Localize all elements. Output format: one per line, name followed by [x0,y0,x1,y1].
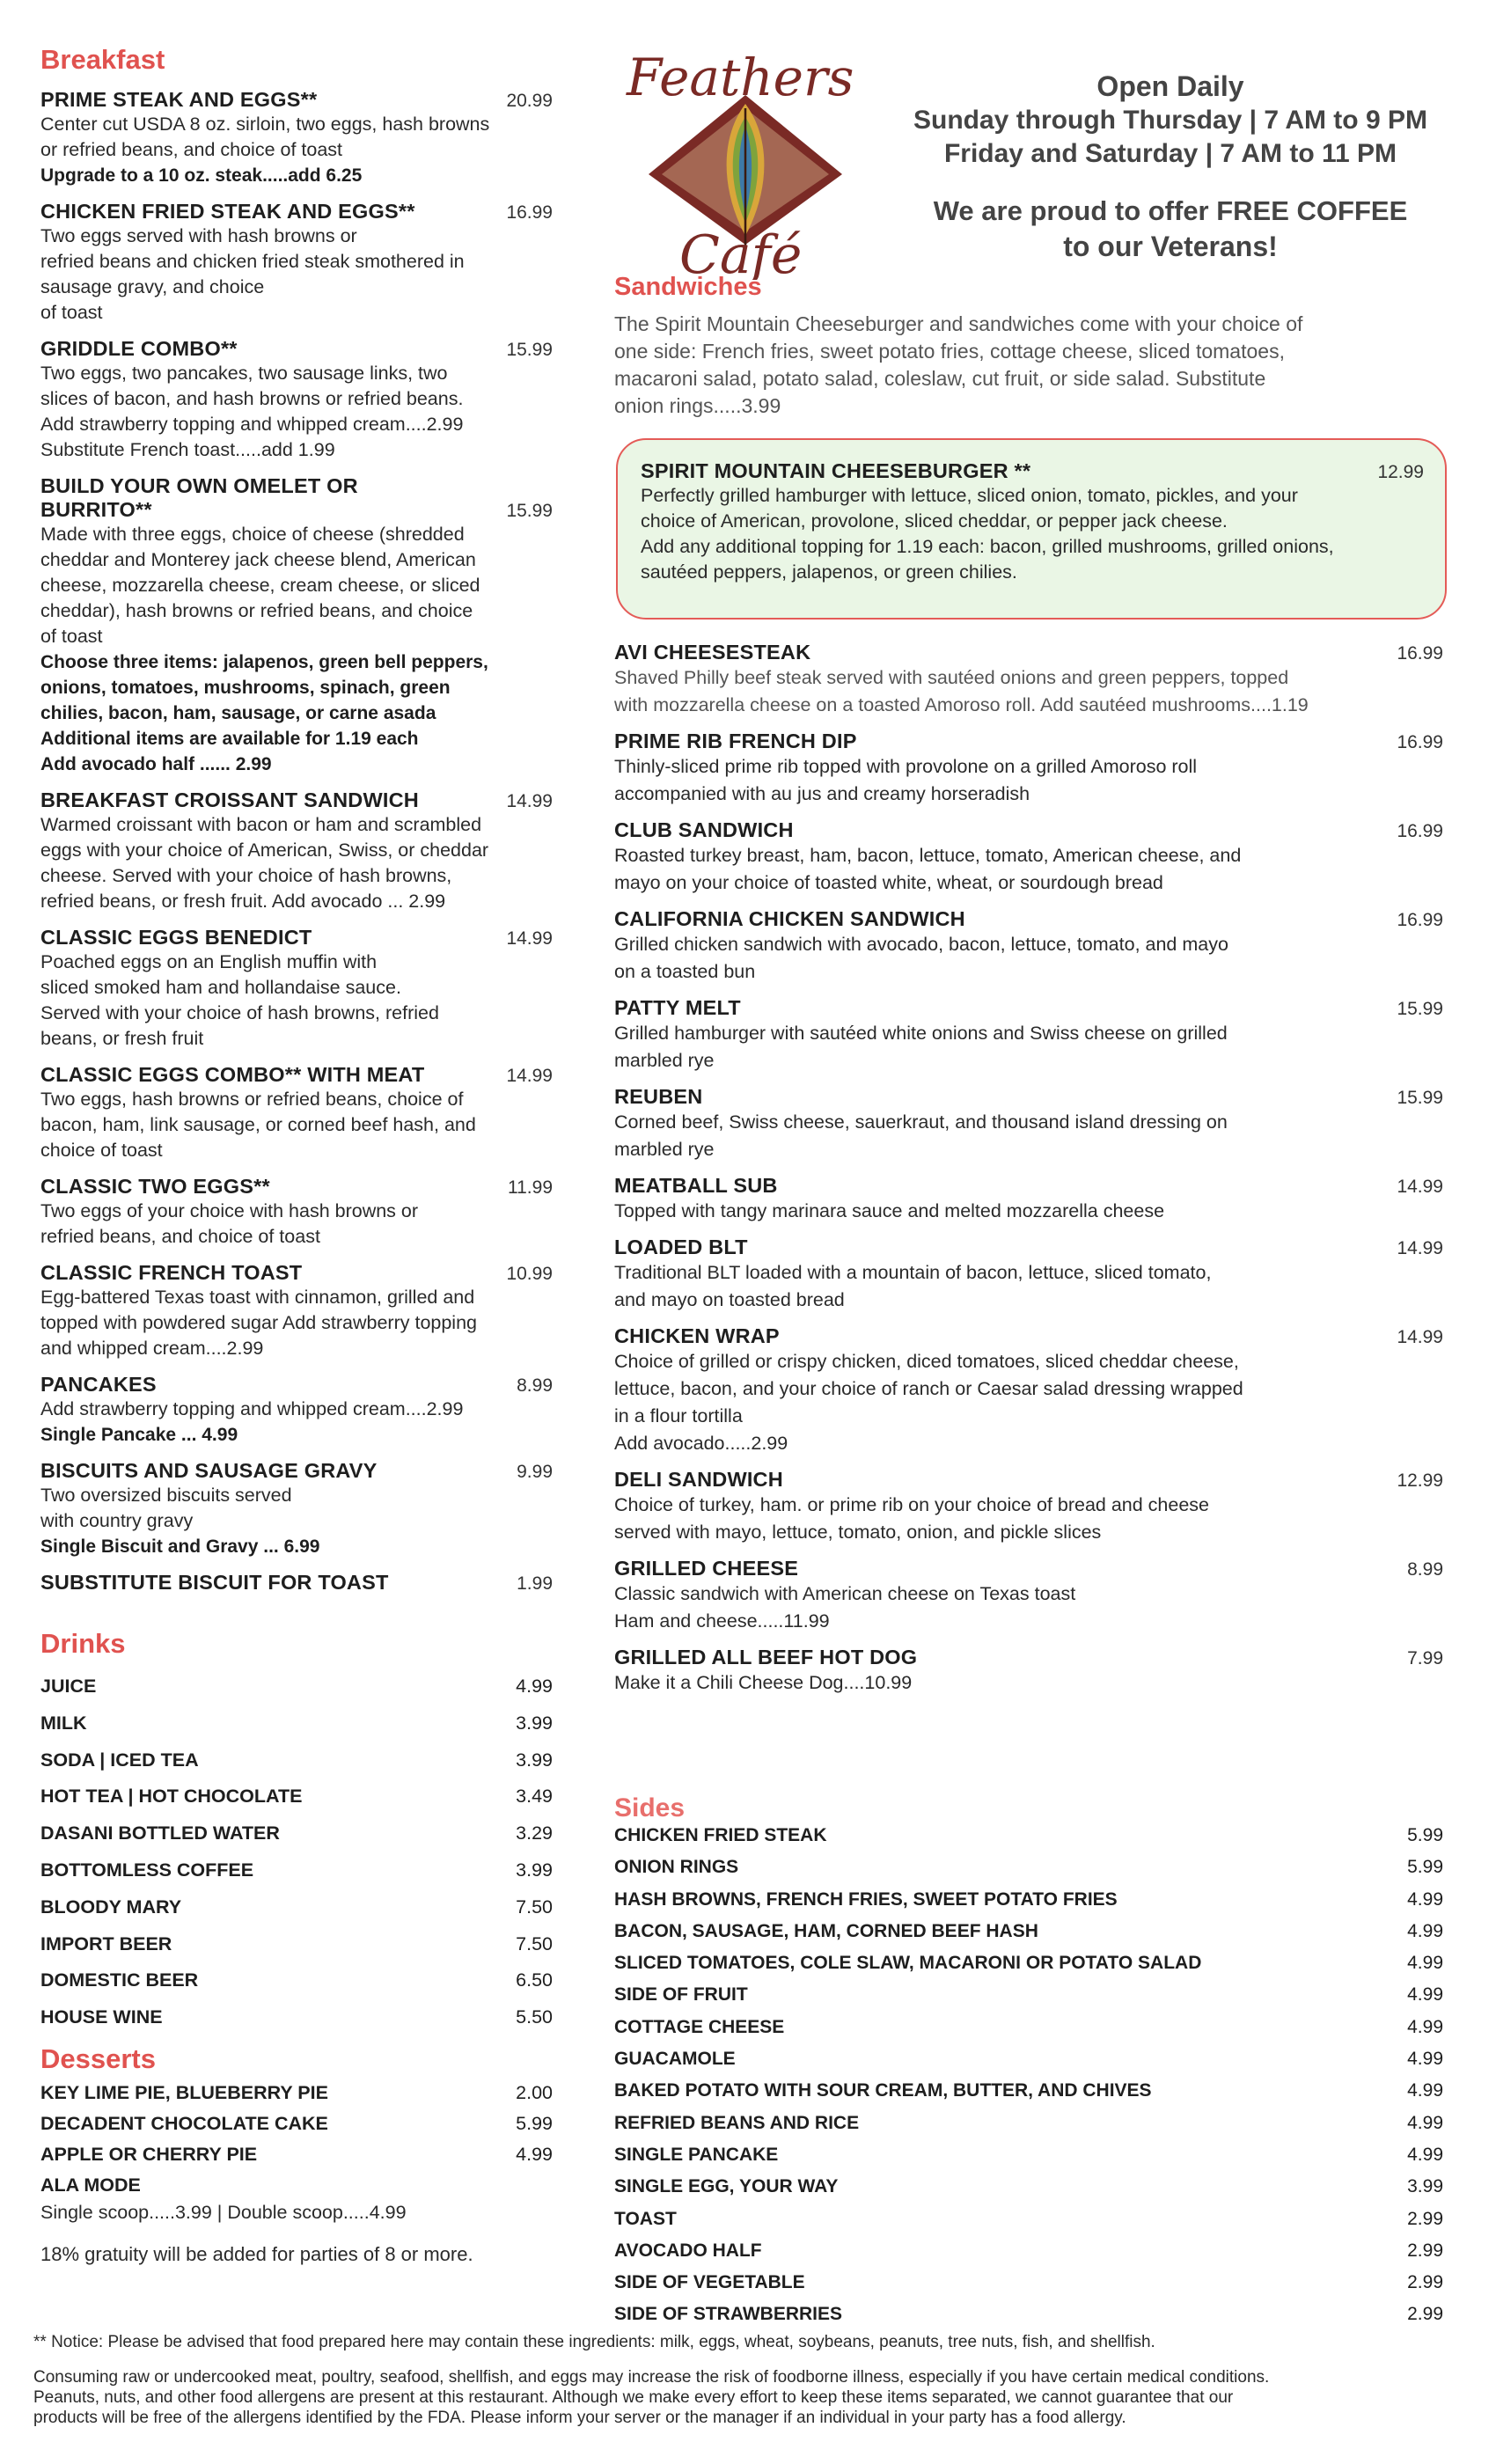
sandwich-item [614,1468,1443,1546]
menu-item-name: CHICKEN FRIED STEAK AND EGGS** [40,200,415,223]
sides-title: Sides [614,1793,686,1822]
drink-price: 3.29 [516,1822,553,1844]
sandwich-item [614,641,1443,719]
sandwich-name: MEATBALL SUB [614,1174,778,1197]
breakfast-list [40,88,553,1595]
drink-name: SODA | ICED TEA [40,1749,199,1771]
menu-item-name: CLASSIC FRENCH TOAST [40,1261,303,1284]
side-price: 4.99 [1407,2144,1443,2165]
menu-item-desc: Two eggs served with hash browns or refried beans and chicken fried steak smothered in sausage gravy, and choice of toast [40,225,465,323]
menu-item-desc: Made with three eggs, choice of cheese (shredded cheddar and Monterey jack cheese blend, American cheese, mozzarella cheese, cream cheese, or sliced cheddar), hash browns or refried beans, and choice of toast [40,524,480,647]
sandwich-header [614,1646,1443,1669]
sandwich-desc: Grilled chicken sandwich with avocado, bacon, lettuce, tomato, and mayo on a toasted bun [614,934,1228,982]
sandwich-list [614,641,1457,1707]
sandwich-price: 14.99 [1397,1238,1443,1258]
side-price: 2.99 [1407,2240,1443,2261]
sandwich-header [614,1174,1443,1198]
menu-item-name: BISCUITS AND SAUSAGE GRAVY [40,1459,378,1482]
side-row [614,2209,1443,2240]
menu-item [40,1063,553,1163]
sandwich-name: GRILLED ALL BEEF HOT DOG [614,1646,918,1668]
dessert-name: DECADENT CHOCOLATE CAKE [40,2112,328,2134]
dessert-row [40,2113,553,2144]
sandwich-name: DELI SANDWICH [614,1468,783,1491]
menu-item-header [40,88,553,112]
side-price: 4.99 [1407,1953,1443,1974]
menu-item [40,1373,553,1448]
sandwich-header [614,1324,1443,1348]
menu-item-desc: Add strawberry topping and whipped cream....2.99 [40,1398,464,1419]
desserts-title: Desserts [40,2042,156,2074]
menu-item-price: 16.99 [506,202,553,223]
side-price: 2.99 [1407,2304,1443,2325]
side-row [614,1953,1443,1984]
side-row [614,1825,1443,1857]
hours-open-daily: Open Daily [1096,70,1244,102]
menu-item [40,1571,553,1595]
menu-item [40,474,553,777]
hours-weekday: Sunday through Thursday | 7 AM to 9 PM [913,106,1427,135]
sandwich-header [614,1085,1443,1109]
sandwich-desc: Topped with tangy marinara sauce and melted mozzarella cheese [614,1200,1165,1221]
sandwich-item [614,818,1443,897]
drink-row [40,1896,553,1933]
menu-item-extra: Upgrade to a 10 oz. steak.....add 6.25 [40,165,363,186]
dessert-price: 5.99 [516,2112,553,2134]
sandwich-name: GRILLED CHEESE [614,1557,799,1580]
menu-item [40,1459,553,1559]
desserts-list [40,2082,553,2205]
side-name: SIDE OF FRUIT [614,1984,748,2006]
drink-row [40,1969,553,2006]
menu-item-name: CLASSIC EGGS COMBO** WITH MEAT [40,1063,425,1086]
veterans-line1: We are proud to offer FREE COFFEE [933,195,1408,226]
side-row [614,1857,1443,1888]
sandwich-desc: Corned beef, Swiss cheese, sauerkraut, and thousand island dressing on marbled rye [614,1111,1228,1160]
sandwich-item [614,907,1443,986]
menu-item-price: 15.99 [506,501,553,521]
menu-item-extra: Single Pancake ... 4.99 [40,1425,238,1445]
sandwich-desc: Make it a Chili Cheese Dog....10.99 [614,1672,913,1693]
menu-item-price: 10.99 [506,1264,553,1284]
menu-item [40,337,553,463]
drink-row [40,1822,553,1859]
sandwich-header [614,996,1443,1020]
side-name: HASH BROWNS, FRENCH FRIES, SWEET POTATO FRIES [614,1888,1118,1910]
menu-item [40,88,553,188]
hours-block [871,69,1470,264]
menu-item-price: 14.99 [506,1066,553,1086]
consumer-advisory: Consuming raw or undercooked meat, poultry, seafood, shellfish, and eggs may increase the risk of foodborne illness, especially if you have certain medical conditions. Peanuts, nuts, and other food allergens are present at this restaurant. Although we make every effort to keep these items separated, we cannot guarantee that our products will be free of the allergens identified by the FDA. Please inform your server or the manager if an individual in your party has a food allergy. [33,2368,1270,2427]
menu-item [40,788,553,914]
menu-item-price: 11.99 [508,1177,553,1198]
side-row [614,1889,1443,1921]
featured-price: 12.99 [1377,462,1424,482]
drink-name: DASANI BOTTLED WATER [40,1822,280,1844]
menu-item [40,1175,553,1250]
menu-item-name: PRIME STEAK AND EGGS** [40,88,318,111]
sandwich-item [614,996,1443,1074]
drink-row [40,1933,553,1970]
sandwich-desc: Thinly-sliced prime rib topped with provolone on a grilled Amoroso roll accompanied with au jus and creamy horseradish [614,756,1198,804]
menu-item-name: BREAKFAST CROISSANT SANDWICH [40,788,419,811]
drink-row [40,1859,553,1896]
menu-item-extra: Single Biscuit and Gravy ... 6.99 [40,1536,320,1557]
side-row [614,2113,1443,2145]
drink-name: DOMESTIC BEER [40,1969,199,1991]
drink-name: HOT TEA | HOT CHOCOLATE [40,1786,303,1808]
menu-item [40,1261,553,1361]
menu-item-name: CLASSIC EGGS BENEDICT [40,926,312,949]
side-price: 4.99 [1407,2080,1443,2101]
sides-section [614,1793,1457,2336]
side-price: 4.99 [1407,1888,1443,1910]
allergen-notice: ** Notice: Please be advised that food prepared here may contain these ingredients: milk, eggs, wheat, soybeans, peanuts, tree nuts, fish, and shellfish. [33,2333,1155,2351]
side-name: TOAST [614,2208,677,2229]
side-row [614,2240,1443,2272]
menu-item-name: CLASSIC TWO EGGS** [40,1175,270,1198]
sandwich-name: PRIME RIB FRENCH DIP [614,730,857,752]
sandwich-name: CLUB SANDWICH [614,818,794,841]
sandwich-name: REUBEN [614,1085,703,1108]
side-row [614,2145,1443,2176]
menu-item-price: 8.99 [517,1375,553,1396]
sandwich-item [614,1557,1443,1635]
sandwich-header [614,641,1443,664]
sandwich-item [614,1646,1443,1697]
menu-item-desc: Two eggs of your choice with hash browns or refried beans, and choice of toast [40,1200,419,1247]
menu-item-desc: Warmed croissant with bacon or ham and scrambled eggs with your choice of American, Swiss, or cheddar cheese. Served with your choice of hash browns, refried beans, or fresh fruit. Add avocado ... 2.99 [40,814,489,912]
sandwich-desc: Traditional BLT loaded with a mountain of bacon, lettuce, sliced tomato, and mayo on toasted bread [614,1262,1212,1310]
sandwich-desc: Choice of turkey, ham. or prime rib on your choice of bread and cheese served with mayo, lettuce, tomato, onion, and pickle slices [614,1494,1210,1543]
sandwiches-title: Sandwiches [614,273,762,301]
side-price: 2.99 [1407,2272,1443,2293]
side-name: GUACAMOLE [614,2049,736,2070]
sandwich-header [614,730,1443,753]
dessert-name: APPLE OR CHERRY PIE [40,2143,258,2165]
sandwich-item [614,1324,1443,1457]
sandwich-header [614,1557,1443,1580]
feathers-cafe-logo [618,42,873,280]
featured-desc: Perfectly grilled hamburger with lettuce, sliced onion, tomato, pickles, and your choice of American, provolone, sliced cheddar, or pepper jack cheese. Add any additional topping for 1.19 each: bacon, grilled mushrooms, grilled onions, sautéed peppers, jalapenos, or green chilies. [641,485,1334,583]
menu-item-price: 9.99 [517,1462,553,1482]
drink-price: 7.50 [516,1932,553,1954]
drink-price: 5.50 [516,2006,553,2028]
sandwich-desc: Classic sandwich with American cheese on Texas toast Ham and cheese.....11.99 [614,1583,1076,1632]
sandwich-price: 8.99 [1407,1559,1443,1580]
side-name: BAKED POTATO WITH SOUR CREAM, BUTTER, AND CHIVES [614,2080,1152,2101]
menu-item-header [40,788,553,812]
sandwich-desc: Shaved Philly beef steak served with sautéed onions and green peppers, topped with mozzarella cheese on a toasted Amoroso roll. Add sautéed mushrooms....1.19 [614,667,1309,715]
side-row [614,1921,1443,1953]
sandwich-item [614,1174,1443,1225]
gratuity-note: 18% gratuity will be added for parties of 8 or more. [40,2242,473,2265]
sides-list [614,1825,1443,2336]
feather-logo-icon [618,42,873,280]
veterans-line2: to our Veterans! [1063,231,1278,262]
sandwich-name: PATTY MELT [614,996,741,1019]
sandwich-desc: Grilled hamburger with sautéed white onions and Swiss cheese on grilled marbled rye [614,1023,1228,1071]
sandwich-desc: Roasted turkey breast, ham, bacon, lettuce, tomato, American cheese, and mayo on your choice of toasted white, wheat, or sourdough bread [614,845,1242,893]
drink-price: 3.49 [516,1786,553,1808]
sandwich-price: 16.99 [1397,821,1443,841]
sandwich-price: 15.99 [1397,1088,1443,1108]
sandwiches-intro: The Spirit Mountain Cheeseburger and sandwiches come with your choice of one side: French fries, sweet potato fries, cottage cheese, sliced tomatoes, macaroni salad, potato salad, coleslaw, cut fruit, or side salad. Substitute onion rings.....3.99 [614,312,1303,417]
left-column [40,44,553,2267]
menu-item-desc: Poached eggs on an English muffin with sliced smoked ham and hollandaise sauce. Served with your choice of hash browns, refried beans, or fresh fruit [40,951,439,1049]
drink-name: IMPORT BEER [40,1932,172,1954]
sandwich-item [614,1236,1443,1314]
sandwich-name: CHICKEN WRAP [614,1324,780,1347]
side-row [614,2176,1443,2208]
menu-item-header [40,337,553,361]
menu-item-header [40,1459,553,1483]
drink-row [40,1749,553,1786]
drink-price: 4.99 [516,1676,553,1697]
sandwich-price: 16.99 [1397,643,1443,664]
side-name: CHICKEN FRIED STEAK [614,1825,827,1845]
side-name: SINGLE EGG, YOUR WAY [614,2176,839,2197]
hours-weekend: Friday and Saturday | 7 AM to 11 PM [943,139,1397,168]
sandwiches-header [614,273,1457,420]
dessert-name: KEY LIME PIE, BLUEBERRY PIE [40,2081,328,2103]
menu-item-desc: Center cut USDA 8 oz. sirloin, two eggs, hash browns or refried beans, and choice of toast [40,114,490,160]
sandwich-item [614,1085,1443,1163]
dessert-price: 4.99 [516,2143,553,2165]
sandwich-name: CALIFORNIA CHICKEN SANDWICH [614,907,965,930]
side-row [614,2017,1443,2049]
drink-price: 6.50 [516,1969,553,1991]
logo-word2: Café [679,224,803,280]
side-name: REFRIED BEANS AND RICE [614,2112,860,2133]
menu-item-header [40,1571,553,1595]
sandwich-header [614,818,1443,842]
drink-name: BLOODY MARY [40,1896,182,1918]
menu-item [40,926,553,1052]
drink-price: 3.99 [516,1859,553,1881]
side-price: 5.99 [1407,1825,1443,1845]
menu-item-header [40,1373,553,1397]
menu-item-header [40,926,553,950]
dessert-name: ALA MODE [40,2174,141,2196]
logo-word1: Feathers [627,48,854,107]
featured-name: SPIRIT MOUNTAIN CHEESEBURGER ** [641,459,1031,482]
side-price: 4.99 [1407,2016,1443,2037]
side-name: BACON, SAUSAGE, HAM, CORNED BEEF HASH [614,1920,1038,1941]
sandwich-price: 7.99 [1407,1648,1443,1668]
sandwich-name: LOADED BLT [614,1236,748,1258]
drink-name: JUICE [40,1676,97,1697]
drink-price: 7.50 [516,1896,553,1918]
drink-row [40,1786,553,1822]
menu-item-price: 14.99 [506,928,553,949]
side-name: SINGLE PANCAKE [614,2144,779,2165]
side-price: 4.99 [1407,2049,1443,2070]
sandwich-price: 14.99 [1397,1327,1443,1347]
dessert-row [40,2144,553,2174]
side-name: SLICED TOMATOES, COLE SLAW, MACARONI OR POTATO SALAD [614,1953,1202,1974]
menu-item-price: 1.99 [517,1573,553,1594]
sandwich-desc: Choice of grilled or crispy chicken, diced tomatoes, sliced cheddar cheese, lettuce, bacon, and your choice of ranch or Caesar salad dressing wrapped in a flour tortilla Add avocado.....2.99 [614,1351,1243,1454]
side-price: 4.99 [1407,1984,1443,2006]
side-name: ONION RINGS [614,1857,739,1878]
sandwich-name: AVI CHEESESTEAK [614,641,811,664]
side-name: COTTAGE CHEESE [614,2016,785,2037]
side-name: SIDE OF STRAWBERRIES [614,2304,843,2325]
menu-item-desc: Two oversized biscuits served with country gravy [40,1485,292,1531]
drink-name: MILK [40,1712,87,1734]
menu-item-price: 20.99 [506,91,553,111]
drink-price: 3.99 [516,1712,553,1734]
menu-item-name: GRIDDLE COMBO** [40,337,238,360]
sandwich-price: 15.99 [1397,999,1443,1019]
dessert-row [40,2082,553,2113]
drink-row [40,1712,553,1749]
menu-item [40,200,553,326]
side-name: SIDE OF VEGETABLE [614,2272,805,2293]
menu-item-desc: Two eggs, two pancakes, two sausage links, two slices of bacon, and hash browns or refried beans. Add strawberry topping and whipped cream....2.99 Substitute French toast.....add 1.99 [40,363,464,460]
side-row [614,2272,1443,2304]
sandwich-price: 16.99 [1397,732,1443,752]
drink-row [40,2006,553,2043]
dessert-price: 2.00 [516,2081,553,2103]
menu-item-price: 15.99 [506,340,553,360]
featured-cheeseburger-box [616,438,1447,620]
menu-item-header [40,1063,553,1087]
drink-name: BOTTOMLESS COFFEE [40,1859,254,1881]
sandwich-header [614,1236,1443,1259]
menu-item-desc: Two eggs, hash browns or refried beans, choice of bacon, ham, link sausage, or corned beef hash, and choice of toast [40,1089,476,1161]
sandwich-price: 16.99 [1397,910,1443,930]
menu-item-price: 14.99 [506,791,553,811]
drink-row [40,1676,553,1712]
drink-name: HOUSE WINE [40,2006,163,2028]
sandwich-price: 14.99 [1397,1177,1443,1197]
menu-item-extra: Choose three items: jalapenos, green bell peppers, onions, tomatoes, mushrooms, spinach, green chilies, bacon, ham, sausage, or carne asada Additional items are available for 1.19 each Add avocado half ...... 2.99 [40,652,488,774]
menu-item-name: PANCAKES [40,1373,157,1396]
menu-item-header [40,474,553,522]
sandwich-price: 12.99 [1397,1470,1443,1491]
side-price: 5.99 [1407,1857,1443,1878]
sandwich-item [614,730,1443,808]
breakfast-title: Breakfast [40,44,165,75]
side-row [614,1984,1443,2016]
menu-item-desc: Egg-battered Texas toast with cinnamon, grilled and topped with powdered sugar Add strawberry topping and whipped cream....2.99 [40,1287,478,1359]
side-price: 4.99 [1407,2112,1443,2133]
drinks-title: Drinks [40,1628,126,1659]
menu-item-header [40,1261,553,1285]
menu-item-name: BUILD YOUR OWN OMELET OR BURRITO** [40,474,358,521]
side-price: 2.99 [1407,2208,1443,2229]
sandwich-header [614,1468,1443,1492]
drinks-list [40,1676,553,2043]
side-name: AVOCADO HALF [614,2240,762,2261]
sandwich-header [614,907,1443,931]
drink-price: 3.99 [516,1749,553,1771]
menu-item-header [40,1175,553,1199]
menu-item-name: SUBSTITUTE BISCUIT FOR TOAST [40,1571,389,1594]
side-row [614,2080,1443,2112]
menu-item-header [40,200,553,224]
side-price: 3.99 [1407,2176,1443,2197]
side-price: 4.99 [1407,1920,1443,1941]
ala-mode-desc: Single scoop.....3.99 | Double scoop.....4.99 [40,2201,407,2223]
side-row [614,2049,1443,2080]
